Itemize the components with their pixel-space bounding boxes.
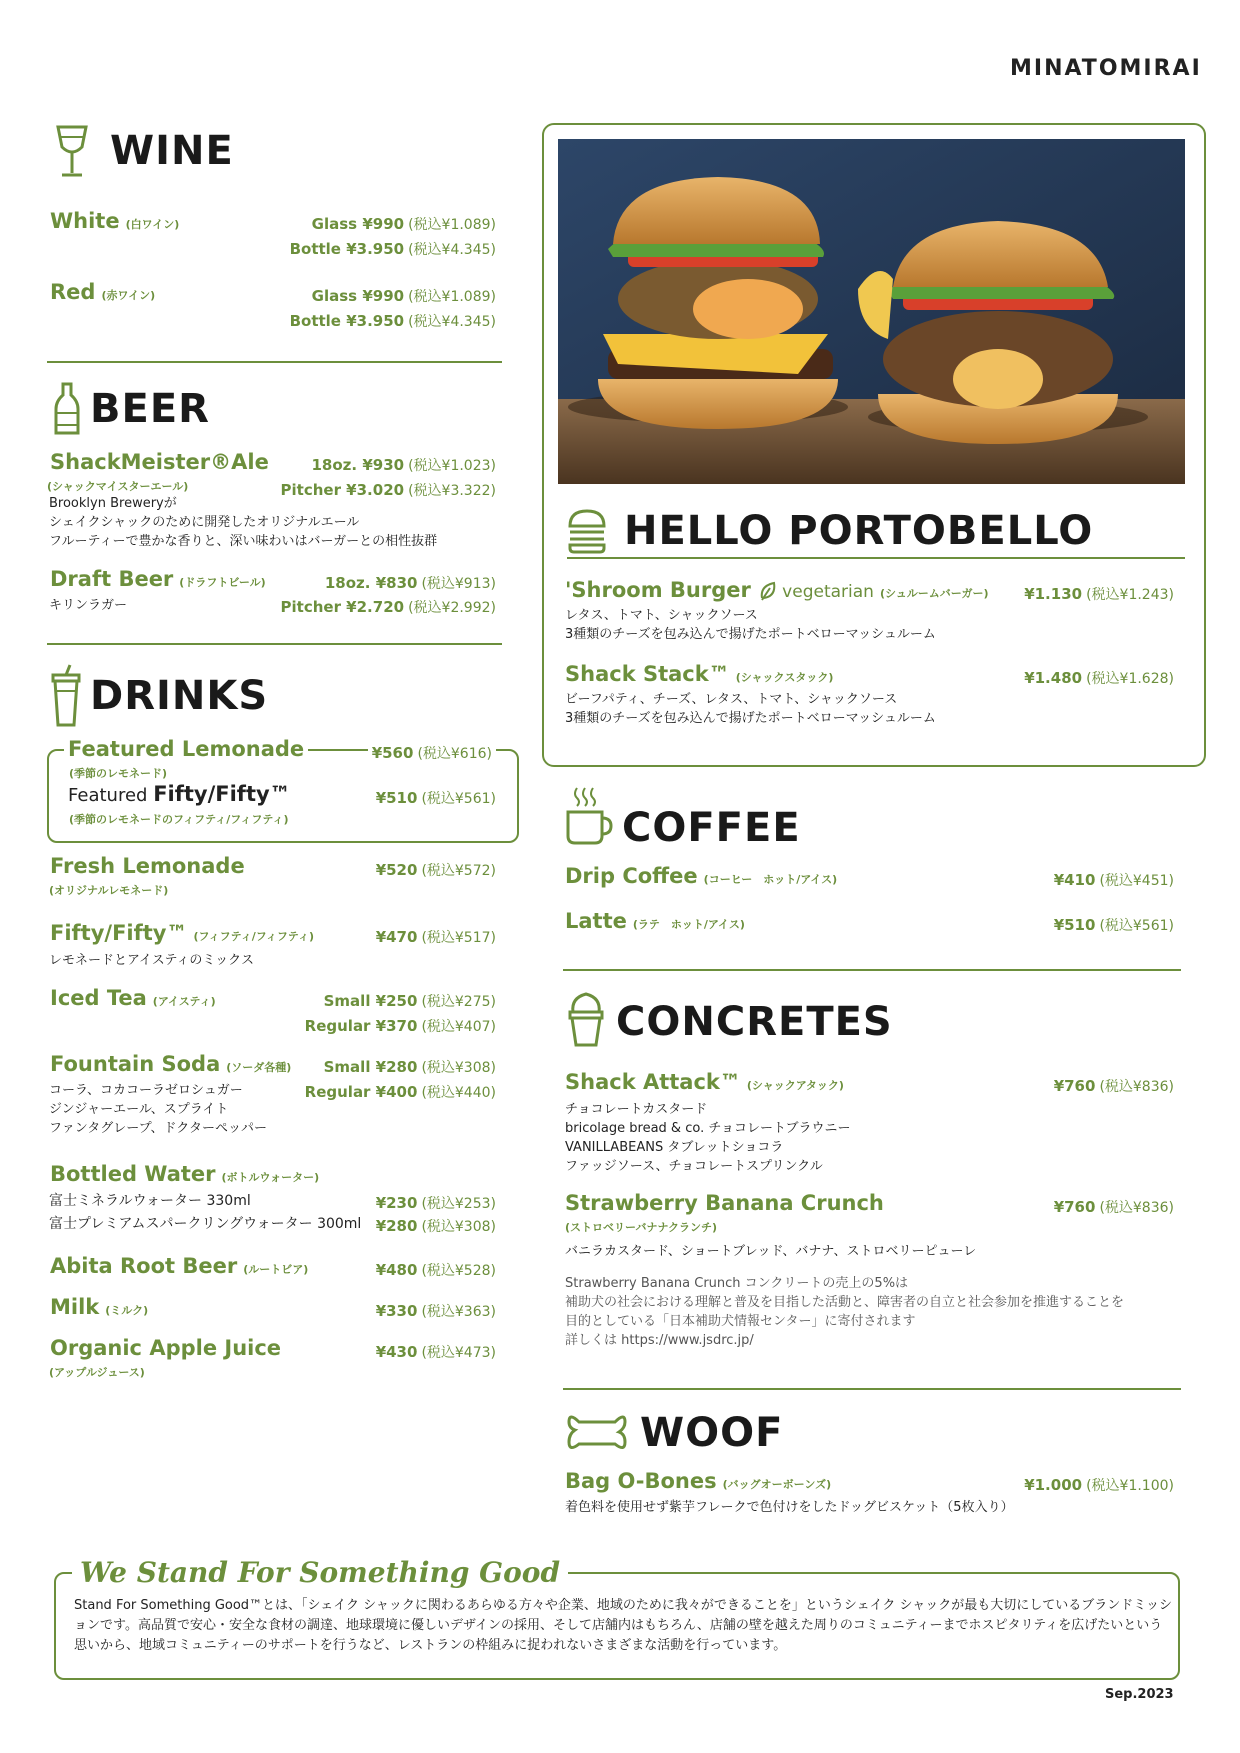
iced-tea-regular-price: Regular ¥370 (税込¥407) (304, 1017, 496, 1035)
portobello-title: HELLO PORTOBELLO (624, 508, 1094, 554)
shackmeister-18oz-price: 18oz. ¥930 (税込¥1.023) (311, 456, 496, 474)
bag-o-bones-desc: 着色料を使用せず紫芋フレークで色付けをしたドッグビスケット（5枚入り） (565, 1500, 1014, 1515)
featured-fifty-fifty-sub: (季節のレモネードのフィフティ/フィフティ) (69, 813, 289, 826)
drinks-title: DRINKS (90, 673, 269, 719)
shroom-burger-desc-1: レタス、トマト、シャックソース (565, 608, 758, 623)
beer-bottle-icon (52, 381, 82, 437)
divider (567, 557, 1185, 559)
bottled-water-price-2: ¥280 (税込¥308) (375, 1217, 496, 1235)
store-name: MINATOMIRAI (1010, 56, 1202, 81)
mission-title: We Stand For Something Good (72, 1556, 568, 1589)
menu-date: Sep.2023 (1105, 1687, 1174, 1702)
shackmeister-name: ShackMeister®Ale (50, 450, 269, 474)
shack-attack-price: ¥760 (税込¥836) (1053, 1077, 1174, 1095)
bottled-water-name: Bottled Water (ボトルウォーター) (50, 1162, 320, 1186)
shack-stack-desc-2: 3種類のチーズを包み込んで揚げたポートベローマッシュルーム (565, 711, 936, 726)
strawberry-crunch-price: ¥760 (税込¥836) (1053, 1198, 1174, 1216)
concretes-title: CONCRETES (616, 999, 893, 1045)
root-beer-name: Abita Root Beer (ルートビア) (50, 1254, 309, 1278)
burger-photo (558, 139, 1185, 484)
iced-tea-small-price: Small ¥250 (税込¥275) (323, 992, 496, 1010)
beer-title: BEER (90, 386, 210, 432)
featured-lemonade-price: ¥560 (税込¥616) (368, 743, 496, 763)
apple-juice-sub: (アップルジュース) (49, 1366, 145, 1379)
wine-glass-icon (52, 123, 92, 179)
wine-white-bottle-price: Bottle ¥3.950 (税込¥4.345) (289, 240, 496, 258)
leaf-icon (758, 580, 778, 602)
coffee-title: COFFEE (622, 805, 801, 851)
bottled-water-price-1: ¥230 (税込¥253) (375, 1194, 496, 1212)
divider (563, 1388, 1181, 1390)
cup-icon (50, 663, 82, 727)
woof-title: WOOF (640, 1410, 784, 1456)
coffee-cup-icon (565, 786, 613, 846)
fifty-fifty-name: Fifty/Fifty™ (フィフティ/フィフティ) (50, 921, 315, 945)
fifty-fifty-desc: レモネードとアイスティのミックス (49, 953, 255, 968)
shroom-burger-desc-2: 3種類のチーズを包み込んで揚げたポートベローマッシュルーム (565, 627, 936, 642)
shack-attack-desc-2: bricolage bread & co. チョコレートブラウニー (565, 1121, 851, 1136)
strawberry-crunch-sub: (ストロベリーバナナクランチ) (565, 1221, 718, 1234)
featured-lemonade-name: Featured Lemonade (64, 737, 308, 761)
apple-juice-name: Organic Apple Juice (50, 1336, 282, 1360)
milk-price: ¥330 (税込¥363) (375, 1302, 496, 1320)
donation-note-3: 目的としている「日本補助犬情報センター」に寄付されます (565, 1314, 916, 1329)
draft-beer-18oz-price: 18oz. ¥830 (税込¥913) (324, 574, 496, 592)
wine-red-glass-price: Glass ¥990 (税込¥1.089) (311, 287, 496, 305)
bag-o-bones-name: Bag O-Bones (バッグオーボーンズ) (565, 1469, 832, 1493)
shackmeister-sub: (シャックマイスターエール) (47, 480, 189, 493)
fountain-soda-regular-price: Regular ¥400 (税込¥440) (304, 1083, 496, 1101)
fountain-soda-small-price: Small ¥280 (税込¥308) (323, 1058, 496, 1076)
drip-coffee-price: ¥410 (税込¥451) (1053, 871, 1174, 889)
shack-attack-desc-3: VANILLABEANS タブレットショコラ (565, 1140, 784, 1155)
iced-tea-name: Iced Tea (アイスティ) (50, 986, 216, 1010)
shackmeister-desc-3: フルーティーで豊かな香りと、深い味わいはバーガーとの相性抜群 (49, 534, 438, 549)
strawberry-crunch-name: Strawberry Banana Crunch (565, 1191, 884, 1215)
latte-price: ¥510 (税込¥561) (1053, 916, 1174, 934)
shack-stack-price: ¥1.480 (税込¥1.628) (1024, 669, 1174, 687)
wine-white-name: White (白ワイン) (50, 209, 180, 233)
burger-icon (567, 508, 607, 554)
shack-attack-desc-1: チョコレートカスタード (565, 1102, 708, 1117)
featured-fifty-fifty-price: ¥510 (税込¥561) (375, 789, 496, 807)
shack-attack-desc-4: ファッジソース、チョコレートスプリンクル (565, 1159, 823, 1174)
shack-stack-name: Shack Stack™ (シャックスタック) (565, 662, 834, 686)
divider (563, 969, 1181, 971)
shroom-burger-name: 'Shroom Burger vegetarian (シュルームバーガー) (565, 578, 989, 602)
fountain-soda-name: Fountain Soda (ソーダ各種) (50, 1052, 292, 1076)
drip-coffee-name: Drip Coffee (コーヒー ホット/アイス) (565, 864, 838, 888)
draft-beer-name: Draft Beer (ドラフトビール) (50, 567, 266, 591)
fifty-fifty-price: ¥470 (税込¥517) (375, 928, 496, 946)
wine-title: WINE (110, 128, 234, 174)
shackmeister-pitcher-price: Pitcher ¥3.020 (税込¥3.322) (280, 481, 496, 499)
fresh-lemonade-name: Fresh Lemonade (50, 854, 245, 878)
donation-note-1: Strawberry Banana Crunch コンクリートの売上の5%は (565, 1276, 909, 1291)
bag-o-bones-price: ¥1.000 (税込¥1.100) (1024, 1476, 1174, 1494)
bottled-water-line-1: 富士ミネラルウォーター 330ml (49, 1193, 251, 1209)
wine-red-bottle-price: Bottle ¥3.950 (税込¥4.345) (289, 312, 496, 330)
fresh-lemonade-price: ¥520 (税込¥572) (375, 861, 496, 879)
shroom-burger-price: ¥1.130 (税込¥1.243) (1024, 585, 1174, 603)
bottled-water-line-2: 富士プレミアムスパークリングウォーター 300ml (49, 1216, 362, 1232)
donation-note-2: 補助犬の社会における理解と普及を目指した活動と、障害者の自立と社会参加を推進することを (565, 1295, 1125, 1310)
fresh-lemonade-sub: (オリジナルレモネード) (49, 884, 169, 897)
shack-attack-name: Shack Attack™ (シャックアタック) (565, 1070, 844, 1094)
concrete-cup-icon (567, 990, 605, 1048)
draft-beer-pitcher-price: Pitcher ¥2.720 (税込¥2.992) (280, 598, 496, 616)
mission-text: Stand For Something Good™とは、「シェイク シャックに関わるあらゆる方々や企業、地域のために我々ができることを」というシェイク シャックが最も大切にしているブランドミッションです。高品質で安心・安全な食材の調達、地球環境に優しいデザインの採用、そして店舗内はもちろん、店舗の壁を越えた周りのコミュニティーまでホスピタリティを広げたいという思いから、地域コミュニティーのサポートを行うなど、レストランの枠組みに捉われないさまざまな活動を行っています。 (74, 1598, 1173, 1653)
shackmeister-desc-1: Brooklyn Breweryが (49, 496, 177, 511)
draft-beer-desc: キリンラガー (49, 598, 128, 613)
featured-lemonade-sub: (季節のレモネード) (69, 767, 168, 780)
fountain-soda-desc-3: ファンタグレープ、ドクターペッパー (49, 1121, 268, 1136)
wine-white-glass-price: Glass ¥990 (税込¥1.089) (311, 215, 496, 233)
strawberry-crunch-desc: バニラカスタード、ショートブレッド、バナナ、ストロベリーピューレ (565, 1244, 977, 1259)
latte-name: Latte (ラテ ホット/アイス) (565, 909, 745, 933)
wine-red-name: Red (赤ワイン) (50, 280, 156, 304)
shack-stack-desc-1: ビーフパティ、チーズ、レタス、トマト、シャックソース (565, 692, 898, 707)
donation-note-4: 詳しくは https://www.jsdrc.jp/ (565, 1333, 754, 1348)
apple-juice-price: ¥430 (税込¥473) (375, 1343, 496, 1361)
featured-fifty-fifty-name: Featured Fifty/Fifty™ (68, 782, 291, 806)
bone-icon (565, 1410, 629, 1456)
divider (47, 643, 502, 645)
shackmeister-desc-2: シェイクシャックのために開発したオリジナルエール (49, 515, 360, 530)
milk-name: Milk (ミルク) (50, 1295, 149, 1319)
fountain-soda-desc-2: ジンジャーエール、スプライト (49, 1102, 229, 1117)
divider (47, 361, 502, 363)
root-beer-price: ¥480 (税込¥528) (375, 1261, 496, 1279)
fountain-soda-desc-1: コーラ、コカコーラゼロシュガー (49, 1083, 243, 1098)
